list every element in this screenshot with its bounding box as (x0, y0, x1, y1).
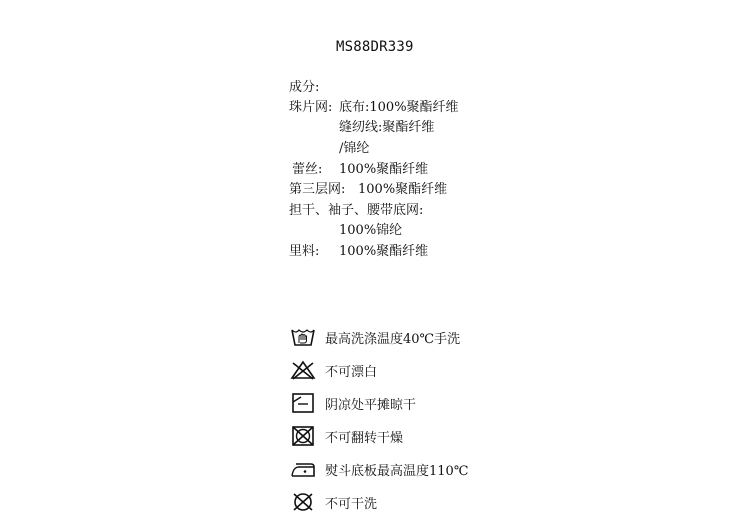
composition-name-lining: 里料: (289, 244, 320, 259)
line-dry-in-shade-icon (290, 392, 316, 414)
care-text-iron: 熨斗底板最高温度110℃ (325, 463, 469, 479)
composition-name-straps-sleeves: 担干、袖子、腰带底网: (289, 203, 424, 218)
care-text-dry: 阴凉处平摊晾干 (325, 397, 417, 413)
composition-name-third-mesh: 第三层网: (289, 182, 346, 197)
composition-value-thread: 缝纫线:聚酯纤维 (339, 120, 435, 135)
care-item-bleach (290, 357, 377, 383)
composition-value-sequin-mesh: 底布:100%聚酯纤维 (339, 100, 459, 115)
iron-low-icon (290, 458, 316, 480)
composition-name-sequin-mesh: 珠片网: (289, 100, 333, 115)
composition-value-lace: 100%聚酯纤维 (339, 162, 429, 177)
care-text-tumble: 不可翻转干燥 (325, 430, 404, 446)
product-code: MS88DR339 (336, 39, 414, 55)
composition-value-straps-sleeves: 100%锦纶 (339, 223, 403, 238)
no-bleach-icon (290, 359, 316, 381)
composition-heading: 成分: (289, 80, 320, 95)
care-text-dryclean: 不可干洗 (325, 496, 378, 512)
hand-wash-icon (290, 326, 316, 348)
care-item-iron (290, 456, 468, 482)
care-item-wash (290, 324, 460, 350)
composition-value-third-mesh: 100%聚酯纤维 (358, 182, 448, 197)
composition-name-lace: 蕾丝: (292, 162, 323, 177)
no-tumble-dry-icon (290, 425, 316, 447)
care-text-wash: 最高洗涤温度40℃手洗 (325, 331, 461, 347)
care-text-bleach: 不可漂白 (325, 364, 378, 380)
care-item-dryclean (290, 489, 377, 515)
care-item-tumble (290, 423, 403, 449)
no-dry-clean-icon (290, 491, 316, 513)
composition-value-lining: 100%聚酯纤维 (339, 244, 429, 259)
care-item-dry (290, 390, 416, 416)
composition-value-thread-2: /锦纶 (339, 141, 370, 156)
